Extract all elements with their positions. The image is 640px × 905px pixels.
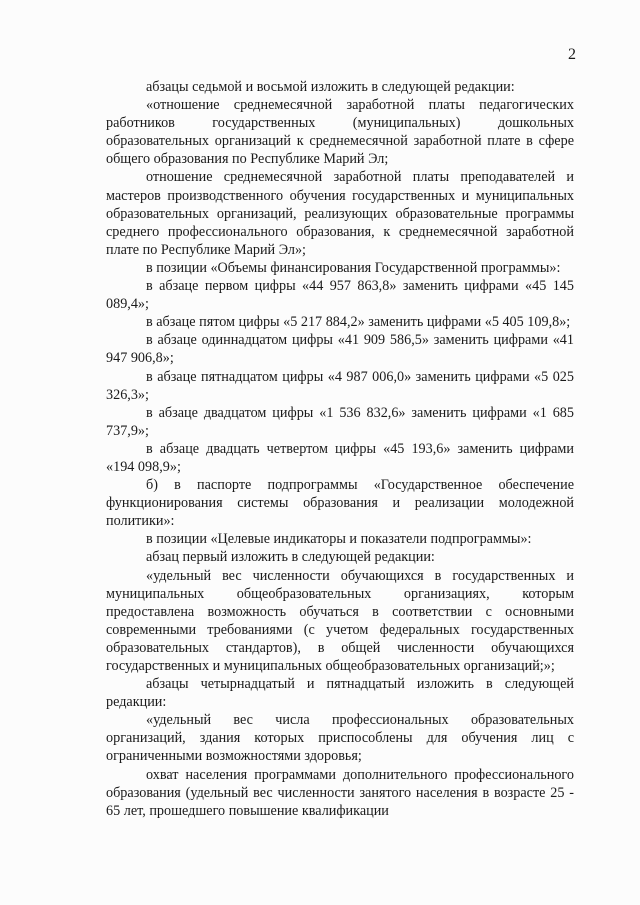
paragraph: б) в паспорте подпрограммы «Государственное обеспечение функционирования системы образования и реализации молодежной политики»: bbox=[106, 477, 574, 530]
paragraph: в позиции «Целевые индикаторы и показатели подпрограммы»: bbox=[146, 531, 532, 548]
paragraph: в позиции «Объемы финансирования Государственной программы»: bbox=[146, 259, 561, 276]
paragraph: «удельный вес числа профессиональных образовательных организаций, здания которых приспособлены для обучения лиц с ограниченными возможностями здоровья; bbox=[106, 712, 574, 765]
paragraph: в абзаце двадцать четвертом цифры «45 193,6» заменить цифрами «194 098,9»; bbox=[106, 440, 574, 475]
paragraph: охват населения программами дополнительного профессионального образования (удельный вес численности занятого населения в возрасте 25 - 65 лет, прошедшего повышение квалификации bbox=[106, 766, 574, 819]
paragraph: абзацы седьмой и восьмой изложить в следующей редакции: bbox=[146, 79, 515, 95]
paragraph: в абзаце одиннадцатом цифры «41 909 586,5» заменить цифрами «41 947 906,8»; bbox=[106, 332, 574, 367]
paragraph: абзац первый изложить в следующей редакции: bbox=[146, 549, 435, 566]
paragraph: в абзаце двадцатом цифры «1 536 832,6» заменить цифрами «1 685 737,9»; bbox=[106, 404, 574, 439]
paragraph: в абзаце пятнадцатом цифры «4 987 006,0» заменить цифрами «5 025 326,3»; bbox=[106, 368, 574, 403]
paragraph: абзацы четырнадцатый и пятнадцатый изложить в следующей редакции: bbox=[106, 676, 574, 711]
paragraph: «отношение среднемесячной заработной платы педагогических работников государственных (муниципальных) дошкольных образовательных организаций к среднемесячной заработной плате в сфере общего образования по Республике Марий Эл; bbox=[106, 97, 574, 168]
document-body bbox=[106, 78, 574, 820]
paragraph: в абзаце первом цифры «44 957 863,8» заменить цифрами «45 145 089,4»; bbox=[106, 278, 574, 313]
page-number: 2 bbox=[568, 46, 576, 63]
paragraph: «удельный вес численности обучающихся в государственных и муниципальных общеобразовательных организациях, которым предоставлена возможность обучаться в соответствии с основными современными требованиями (с учетом федеральных государственных образовательных стандартов), в общей численности обучающихся государственных и муниципальных общеобразовательных организаций;»; bbox=[106, 567, 574, 674]
paragraph: отношение среднемесячной заработной платы преподавателей и мастеров производственного обучения государственных и муниципальных образовательных организаций, реализующих образовательные программы среднего профессионального образования, к среднемесячной заработной плате по Республике Марий Эл»; bbox=[106, 169, 574, 258]
paragraph: в абзаце пятом цифры «5 217 884,2» заменить цифрами «5 405 109,8»; bbox=[146, 314, 571, 331]
